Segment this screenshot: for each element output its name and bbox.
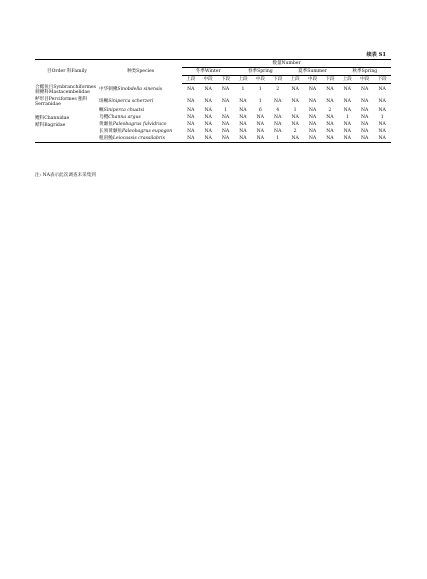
count-cell: NA (187, 98, 195, 104)
row-species-cell (99, 107, 182, 114)
count-cell: NA (291, 115, 299, 121)
count-cell: NA (204, 122, 212, 128)
table-row (35, 95, 391, 107)
count-cell: NA (361, 108, 369, 114)
count-cell: NA (291, 122, 299, 128)
count-cell: NA (274, 122, 282, 128)
row-species-cell (99, 128, 182, 135)
count-cell: NA (221, 115, 230, 121)
row-species-cell (99, 114, 182, 121)
count-cell: 2 (328, 108, 332, 114)
count-cell: NA (361, 98, 369, 104)
table-row (35, 128, 391, 135)
species-latin-name: Siniperca scherzeri (108, 98, 154, 104)
header-section-upper: 上段 (339, 76, 356, 84)
species-chinese-name: 粗唇鮠 (99, 136, 113, 142)
count-cell: NA (274, 129, 282, 135)
header-season-autumn: 秋季Spring (339, 68, 391, 76)
count-cell: NA (204, 108, 212, 114)
count-cell: NA (308, 122, 317, 128)
row-species-cell (99, 121, 182, 128)
continued-label: 续表 S1 (366, 52, 386, 58)
species-chinese-name: 黄颡鱼 (99, 122, 113, 128)
header-section-lower: 下段 (269, 76, 286, 84)
count-cell: NA (326, 122, 334, 128)
species-latin-name: Paleobagrus fulvidraco (112, 122, 167, 128)
header-order-family: 目Order 科Family (35, 60, 99, 84)
count-cell: NA (187, 108, 195, 114)
species-chinese-name: 长须黄颡鱼 (99, 129, 123, 135)
row-family-cell: 鲈形目Perciformes 鮨科Serranidae (35, 96, 88, 108)
count-cell: NA (291, 98, 299, 104)
count-cell: NA (304, 135, 321, 143)
species-chinese-name: 乌鳢 (99, 115, 109, 121)
count-cell: NA (221, 129, 230, 135)
count-cell: NA (221, 87, 230, 93)
count-cell: NA (308, 98, 317, 104)
count-cell: NA (234, 135, 251, 143)
header-season-spring: 春季Spring (234, 68, 286, 76)
count-cell: NA (199, 135, 216, 143)
count-cell: 1 (258, 98, 262, 104)
count-cell: NA (326, 98, 334, 104)
row-family-cell (35, 135, 99, 143)
row-species-cell (99, 84, 182, 96)
count-cell: NA (326, 129, 334, 135)
count-cell: NA (204, 98, 212, 104)
count-cell: NA (187, 122, 195, 128)
count-cell: 6 (258, 108, 262, 114)
count-cell: NA (361, 129, 369, 135)
count-cell: 1 (380, 115, 384, 121)
header-season-summer: 夏季Summer (286, 68, 338, 76)
species-latin-name: Sinobdella sinensis (117, 86, 163, 92)
table-body (35, 84, 391, 143)
count-cell: NA (217, 135, 234, 143)
count-cell: NA (343, 129, 351, 135)
fish-survey-table (35, 59, 391, 143)
count-cell: NA (378, 98, 386, 104)
row-family-cell (35, 107, 99, 114)
count-cell: NA (204, 129, 212, 135)
header-species: 种类Species (99, 60, 182, 84)
count-cell: NA (361, 122, 369, 128)
count-cell: NA (308, 87, 317, 93)
count-cell: 1 (241, 87, 245, 93)
header-section-lower: 下段 (321, 76, 338, 84)
species-latin-name: Leiocassis crassilabris (112, 136, 166, 142)
header-section-upper: 上段 (234, 76, 251, 84)
species-chinese-name: 斑鳜 (99, 98, 109, 104)
count-cell: NA (321, 135, 338, 143)
species-latin-name: Siniperca chuatsi (103, 108, 145, 114)
count-cell: NA (221, 122, 230, 128)
count-cell: NA (339, 135, 356, 143)
species-chinese-name: 鳜 (99, 108, 104, 114)
count-cell: NA (361, 87, 369, 93)
count-cell: NA (182, 135, 199, 143)
count-cell: NA (326, 115, 334, 121)
count-cell: NA (256, 129, 264, 135)
count-cell: NA (356, 135, 373, 143)
header-number: 数量Number (182, 60, 391, 68)
table-row (35, 114, 391, 121)
header-season-winter: 冬季Winter (182, 68, 234, 76)
count-cell: 2 (293, 129, 297, 135)
header-section-lower: 下段 (373, 76, 391, 84)
count-cell: NA (256, 122, 264, 128)
header-section-upper: 上段 (286, 76, 303, 84)
count-cell: NA (361, 115, 369, 121)
count-cell: NA (221, 98, 230, 104)
count-cell: NA (239, 108, 247, 114)
count-cell: NA (308, 129, 317, 135)
count-cell: NA (286, 135, 303, 143)
count-cell: 1 (258, 87, 262, 93)
count-cell: NA (291, 87, 299, 93)
count-cell: NA (343, 108, 351, 114)
count-cell: 1 (269, 135, 286, 143)
count-cell: NA (187, 87, 195, 93)
count-cell: NA (239, 122, 247, 128)
count-cell: 4 (276, 108, 280, 114)
table-row (35, 135, 391, 143)
count-cell: NA (187, 115, 195, 121)
count-cell: NA (343, 122, 351, 128)
count-cell: 2 (276, 87, 280, 93)
table-row (35, 121, 391, 128)
species-latin-name: Channa argus (108, 115, 141, 121)
count-cell: NA (308, 108, 317, 114)
table-note: 注: NA表示此次调查未采集到 (35, 173, 96, 178)
count-cell: NA (256, 115, 264, 121)
count-cell: NA (204, 115, 212, 121)
count-cell: NA (252, 135, 269, 143)
count-cell: NA (239, 115, 247, 121)
count-cell: NA (378, 129, 386, 135)
header-section-lower: 下段 (217, 76, 234, 84)
count-cell: NA (204, 87, 212, 93)
table-row (35, 107, 391, 114)
count-cell: NA (378, 122, 386, 128)
row-species-cell (99, 135, 182, 143)
header-section-middle: 中段 (199, 76, 216, 84)
count-cell: 1 (293, 108, 297, 114)
count-cell: NA (343, 87, 351, 93)
count-cell: NA (239, 129, 247, 135)
table-row (35, 84, 391, 96)
row-family-cell (35, 128, 99, 135)
count-cell: NA (373, 135, 391, 143)
count-cell: NA (378, 108, 386, 114)
row-family-cell: 鲿科Bagridae (35, 122, 66, 128)
count-cell: NA (343, 98, 351, 104)
header-section-middle: 中段 (356, 76, 373, 84)
header-section-upper: 上段 (182, 76, 199, 84)
count-cell: NA (274, 98, 282, 104)
count-cell: NA (274, 115, 282, 121)
count-cell: NA (326, 87, 334, 93)
count-cell: NA (239, 98, 247, 104)
header-section-middle: 中段 (252, 76, 269, 84)
species-chinese-name: 中华刺鳅 (99, 86, 118, 92)
count-cell: NA (187, 129, 195, 135)
count-cell: NA (378, 87, 386, 93)
species-latin-name: Paleobagrus eupogon (122, 129, 173, 135)
count-cell: 1 (345, 115, 349, 121)
count-cell: NA (308, 115, 317, 121)
count-cell: 1 (224, 108, 228, 114)
row-species-cell (99, 95, 182, 107)
header-section-middle: 中段 (304, 76, 321, 84)
row-family-cell: 合鳃鱼目Synbranchiformes 刺鳅科Mastacembelidae (35, 85, 97, 96)
header-row-1 (35, 60, 391, 68)
row-family-cell: 鳢科Channidae (35, 115, 70, 121)
